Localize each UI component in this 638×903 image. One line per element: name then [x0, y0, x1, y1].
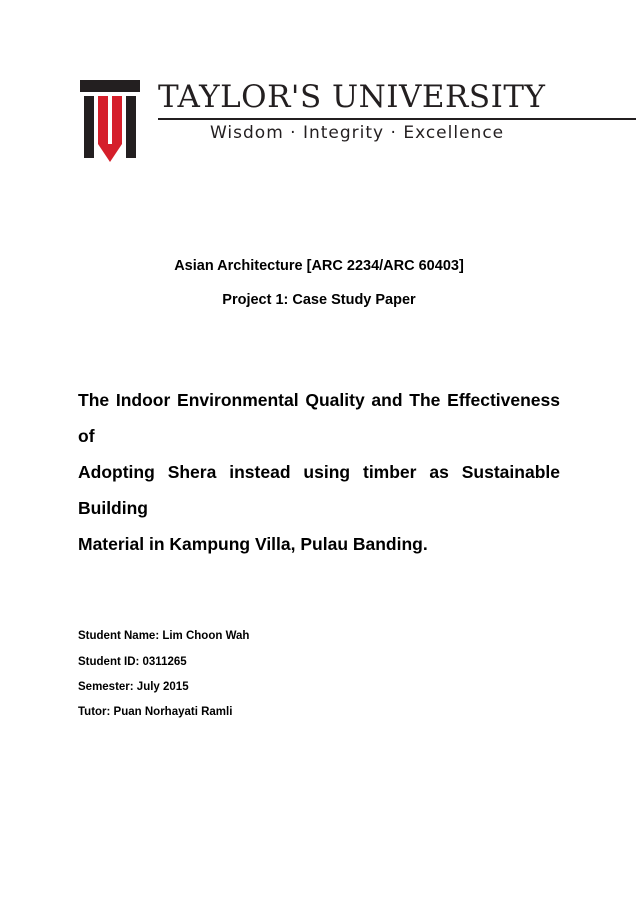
paper-title: [78, 382, 560, 562]
logo-wordmark: TAYLOR'S UNIVERSITY: [158, 79, 546, 115]
logo-divider: [158, 118, 636, 120]
student-name: Student Name: Lim Choon Wah: [78, 630, 250, 642]
title-line: The Indoor Environmental Quality and The Effectiveness of: [78, 390, 560, 446]
project-title: Project 1: Case Study Paper: [222, 292, 416, 308]
tutor: Tutor: Puan Norhayati Ramli: [78, 706, 233, 718]
title-line: Material in Kampung Villa, Pulau Banding.: [78, 534, 428, 554]
logo-motto: Wisdom · Integrity · Excellence: [210, 123, 505, 143]
title-line: Adopting Shera instead using timber as Sustainable Building: [78, 462, 560, 518]
university-crest-icon: [80, 80, 140, 162]
student-id: Student ID: 0311265: [78, 656, 187, 668]
course-code: Asian Architecture [ARC 2234/ARC 60403]: [174, 258, 464, 274]
semester: Semester: July 2015: [78, 681, 189, 693]
university-logo: [80, 80, 560, 162]
